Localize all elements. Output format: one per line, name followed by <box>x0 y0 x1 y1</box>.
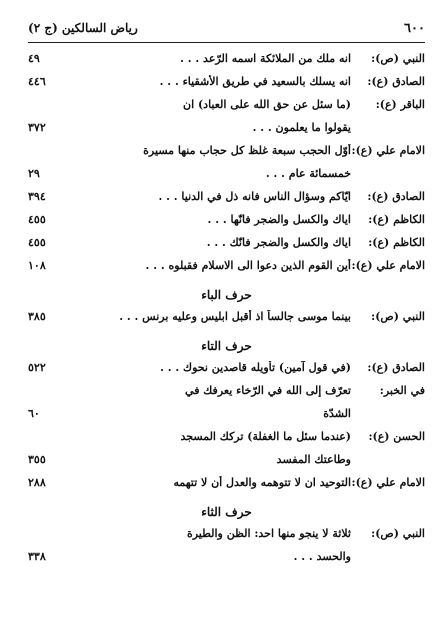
entries-group-2 <box>28 310 425 333</box>
entry-text: تعرّف إلى الله في الرّخاء يعرفك في <box>185 384 351 397</box>
entry-text: الشدّة <box>323 407 351 420</box>
index-entry <box>28 144 425 167</box>
entry-page-number: ٣٣٨ <box>28 550 46 563</box>
index-entry <box>28 190 425 213</box>
entry-text: انه ملك من الملائكة اسمه الرّعد . . . <box>180 52 351 65</box>
entry-text: بينما موسى جالساً اذ أقبل ابليس وعليه برنس . . . <box>119 310 351 323</box>
entry-text: اياك والكسل والضجر فانّها . . . <box>207 213 351 226</box>
index-entry <box>28 121 425 144</box>
entry-page-number: ٤٥٥ <box>28 213 46 226</box>
entry-text: والحسد . . . <box>293 550 351 563</box>
entry-speaker: الصادق (ع): <box>367 75 425 88</box>
entry-text: أين القوم الذين دعوا الى الاسلام فقبلوه . . . <box>145 259 351 272</box>
entry-text: وطاعتك المفسد <box>276 453 351 466</box>
entry-speaker: الامام علي (ع): <box>351 259 425 272</box>
entry-speaker: الامام علي (ع): <box>351 476 425 489</box>
entry-speaker: الباقر (ع): <box>375 98 425 111</box>
entry-speaker: الصادق (ع): <box>367 361 425 374</box>
entry-text: (ما سئل عن حق الله على العباد) ان <box>183 98 351 111</box>
page-header <box>28 14 425 43</box>
index-entry <box>28 52 425 75</box>
entry-page-number: ٢٩ <box>28 167 40 180</box>
index-entry <box>28 310 425 333</box>
entry-page-number: ٣٧٢ <box>28 121 46 134</box>
entry-text: ثلاثة لا ينجو منها احد: الظن والطيرة <box>186 527 351 540</box>
entries-group-1 <box>28 52 425 282</box>
entry-page-number: ٣٥٥ <box>28 453 46 466</box>
index-entry <box>28 75 425 98</box>
index-entry <box>28 98 425 121</box>
index-entry <box>28 407 425 430</box>
entry-speaker: الحسن (ع): <box>368 430 425 443</box>
entry-speaker: الكاظم (ع): <box>368 236 425 249</box>
entry-text: أوّل الحجب سبعة غلظ كل حجاب منها مسيرة <box>143 144 351 157</box>
section-heading-ba: حرف الباء <box>201 288 252 302</box>
index-entry <box>28 259 425 282</box>
entry-page-number: ٢٨٨ <box>28 476 46 489</box>
entry-page-number: ٤٤٦ <box>28 75 46 88</box>
index-entry <box>28 453 425 476</box>
entry-page-number: ٣٨٥ <box>28 310 46 323</box>
entry-text: (عندما سئل ما الغفلة) تركك المسجد <box>180 430 351 443</box>
entry-text: انه يسلك بالسعيد في طريق الأشقياء . . . <box>159 75 351 88</box>
entry-speaker: الامام علي (ع): <box>351 144 425 157</box>
entry-page-number: ١٠٨ <box>28 259 46 272</box>
section-heading-ta: حرف التاء <box>201 339 252 353</box>
entry-speaker: النبي (ص): <box>371 310 425 323</box>
entry-page-number: ٤٥٥ <box>28 236 46 249</box>
entries-group-3 <box>28 361 425 499</box>
entry-speaker: النبي (ص): <box>371 527 425 540</box>
index-content <box>28 52 425 573</box>
entry-text: خمسمائة عام . . . <box>265 167 351 180</box>
index-entry <box>28 430 425 453</box>
index-entry <box>28 527 425 550</box>
entry-speaker: النبي (ص): <box>371 52 425 65</box>
entry-text: (في قول آمين) تأويله قاصدين نحوك . . . <box>160 361 351 374</box>
running-title: رياض السالكين (ج ٢) <box>28 21 138 35</box>
index-entry <box>28 213 425 236</box>
section-heading-tha: حرف الثاء <box>201 505 252 519</box>
page-number: ٦٠٠ <box>404 20 425 36</box>
entry-text: اياك والكسل والضجر فانّك . . . <box>206 236 351 249</box>
index-entry <box>28 550 425 573</box>
entry-page-number: ٣٩٤ <box>28 190 46 203</box>
entry-text: ايّاكم وسؤال الناس فانه ذل في الدنيا . . . <box>158 190 351 203</box>
entry-page-number: ٦٠ <box>28 407 40 420</box>
index-entry <box>28 384 425 407</box>
index-entry <box>28 361 425 384</box>
entry-speaker: الصادق (ع): <box>367 190 425 203</box>
entry-page-number: ٥٢٢ <box>28 361 46 374</box>
entry-speaker: في الخبر: <box>379 384 425 397</box>
index-entry <box>28 236 425 259</box>
entries-group-4 <box>28 527 425 573</box>
entry-text: التوحيد ان لا تتوهمه والعدل أن لا تتهمه <box>173 476 351 489</box>
entry-speaker: الكاظم (ع): <box>368 213 425 226</box>
entry-text: يقولوا ما يعلمون . . . <box>252 121 351 134</box>
entry-page-number: ٤٩ <box>28 52 40 65</box>
index-entry <box>28 167 425 190</box>
index-entry <box>28 476 425 499</box>
